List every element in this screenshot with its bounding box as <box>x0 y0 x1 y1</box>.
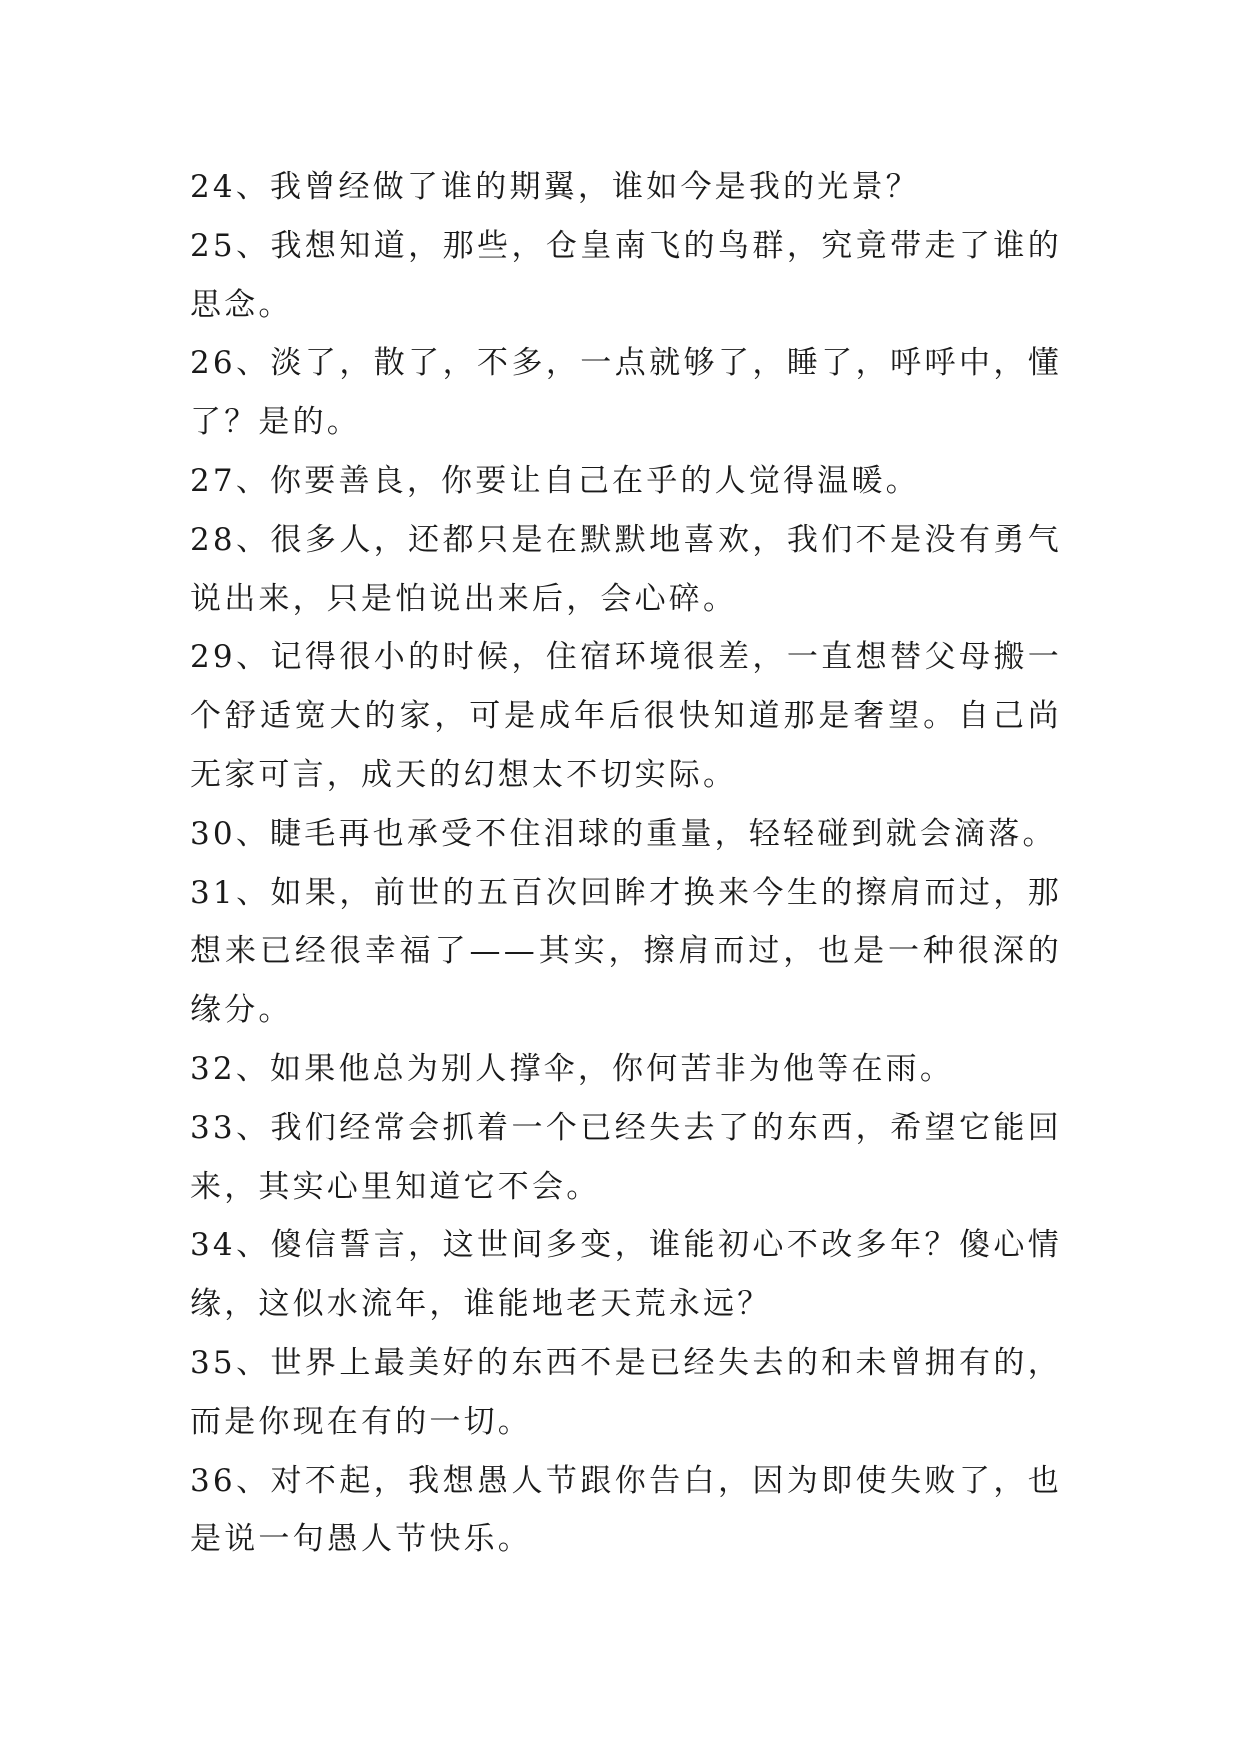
paragraph-33: 33、我们经常会抓着一个已经失去了的东西，希望它能回来，其实心里知道它不会。 <box>190 1109 1062 1205</box>
paragraph-26: 26、淡了，散了，不多，一点就够了，睡了，呼呼中，懂了？是的。 <box>190 345 1062 441</box>
paragraph-32: 32、如果他总为别人撑伞，你何苦非为他等在雨。 <box>190 1050 955 1087</box>
paragraph-27: 27、你要善良，你要让自己在乎的人觉得温暖。 <box>190 462 920 499</box>
paragraph-36: 36、对不起，我想愚人节跟你告白，因为即使失败了，也是说一句愚人节快乐。 <box>190 1462 1062 1558</box>
paragraph-30: 30、睫毛再也承受不住泪球的重量，轻轻碰到就会滴落。 <box>190 815 1057 852</box>
paragraph-29: 29、记得很小的时候，住宿环境很差，一直想替父母搬一个舒适宽大的家，可是成年后很快知道那是奢望。自己尚无家可言，成天的幻想太不切实际。 <box>190 639 1062 793</box>
paragraph-34: 34、傻信誓言，这世间多变，谁能初心不改多年？傻心情缘，这似水流年，谁能地老天荒永远？ <box>190 1227 1062 1323</box>
paragraph-25: 25、我想知道，那些，仓皇南飞的鸟群，究竟带走了谁的思念。 <box>190 227 1062 323</box>
paragraph-31: 31、如果，前世的五百次回眸才换来今生的擦肩而过，那想来已经很幸福了——其实，擦肩而过，也是一种很深的缘分。 <box>190 874 1062 1029</box>
paragraph-28: 28、很多人，还都只是在默默地喜欢，我们不是没有勇气说出来，只是怕说出来后，会心碎。 <box>190 521 1062 617</box>
document-body <box>190 158 1062 1569</box>
paragraph-24: 24、我曾经做了谁的期翼，谁如今是我的光景？ <box>190 169 920 205</box>
paragraph-35: 35、世界上最美好的东西不是已经失去的和未曾拥有的，而是你现在有的一切。 <box>190 1344 1062 1440</box>
